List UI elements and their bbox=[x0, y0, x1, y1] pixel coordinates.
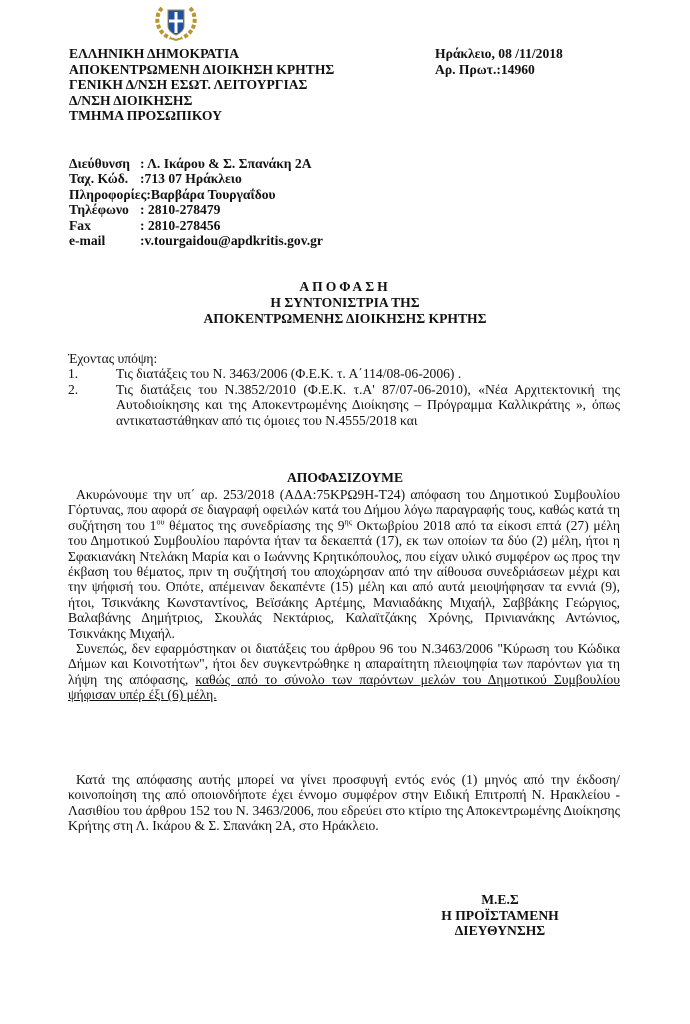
decide-heading: ΑΠΟΦΑΣΙΖΟΥΜΕ bbox=[286, 470, 404, 485]
contact-email: e-mail :v.tourgaidou@apdkritis.gov.gr bbox=[69, 233, 323, 249]
contact-address: Διεύθυνση : Λ. Ικάρου & Σ. Σπανάκη 2Α bbox=[69, 156, 312, 171]
protocol-number: Αρ. Πρωτ.:14960 bbox=[435, 61, 535, 77]
signature-line: Η ΠΡΟΪΣΤΑΜΕΝΗ bbox=[441, 907, 559, 923]
greek-coat-of-arms-icon bbox=[148, 2, 204, 42]
org-line: ΑΠΟΚΕΝΤΡΩΜΕΝΗ ΔΙΟΙΚΗΣΗ ΚΡΗΤΗΣ bbox=[69, 61, 335, 77]
decision-section bbox=[68, 487, 620, 703]
signature-block bbox=[400, 892, 600, 939]
decision-paragraph: Συνεπώς, δεν εφαρμόστηκαν οι διατάξεις του άρθρου 96 του Ν.3463/2006 "Κύρωση του Κώδικα Δήμων και Κοινοτήτων", ήτοι δεν συγκεντρώθηκε η απαραίτητη πλειοψηφία των παρόντων για τη λήψη της απόφασης, καθώς από το σύνολο των παρόντων μελών του Δημοτικού Συμβουλίου ψήφισαν υπέρ έξι (6) μέλη. bbox=[68, 641, 620, 703]
signature-line: ΔΙΕΥΘΥΝΣΗΣ bbox=[454, 923, 546, 939]
decision-title bbox=[0, 279, 690, 327]
considering-intro: Έχοντας υπόψη: bbox=[68, 351, 158, 366]
title-line: ΑΠΟΚΕΝΤΡΩΜΕΝΗΣ ΔΙΟΙΚΗΣΗΣ ΚΡΗΤΗΣ bbox=[203, 311, 487, 326]
org-line: ΓΕΝΙΚΗ Δ/ΝΣΗ ΕΣΩΤ. ΛΕΙΤΟΥΡΓΙΑΣ bbox=[69, 77, 308, 93]
contact-phone: Τηλέφωνο : 2810-278479 bbox=[69, 202, 221, 218]
contact-postcode: Ταχ. Κώδ. :713 07 Ηράκλειο bbox=[69, 171, 242, 187]
place-date: Ηράκλειο, 08 /11/2018 bbox=[435, 46, 563, 61]
considering-section bbox=[68, 351, 620, 428]
contact-fax: Fax : 2810-278456 bbox=[69, 217, 221, 233]
appeal-section bbox=[68, 772, 620, 834]
appeal-paragraph: Κατά της απόφασης αυτής μπορεί να γίνει προσφυγή εντός ενός (1) μηνός από την έκδοση/κοινοποίηση της από οποιονδήποτε έχει έννομο συμφέρον στην Ειδική Επιτροπή Ν. Ηρακλείου - Λασιθίου του άρθρου 152 του Ν. 3463/2006, που εδρεύει στο κτίριο της Αποκεντρωμένης Διοίκησης Κρήτης στη Λ. Ικάρου & Σ. Σπανάκη 2Α, στο Ηράκλειο. bbox=[68, 772, 620, 834]
issuing-authority bbox=[69, 46, 334, 124]
org-line: ΕΛΛΗΝΙΚΗ ΔΗΜΟΚΡΑΤΙΑ bbox=[69, 46, 240, 61]
contact-info-person: Πληροφορίες :Βαρβάρα Τουργαΐδου bbox=[69, 186, 276, 202]
title-line: Η ΣΥΝΤΟΝΙΣΤΡΙΑ ΤΗΣ bbox=[270, 295, 420, 310]
contact-details bbox=[69, 156, 323, 248]
document-reference bbox=[435, 46, 563, 77]
org-line: ΤΜΗΜΑ ΠΡΟΣΩΠΙΚΟΥ bbox=[69, 108, 222, 124]
considering-item: 2. Τις διατάξεις του Ν.3852/2010 (Φ.Ε.Κ. τ.Α' 87/07-06-2010), «Νέα Αρχιτεκτονική της Αυτοδιοίκησης και της Αποκεντρωμένης Διοίκησης – Πρόγραμμα Καλλικράτης », όπως αντικαταστάθηκαν από τις όμοιες του Ν.4555/2018 και bbox=[68, 381, 620, 428]
decision-paragraph: Ακυρώνουμε την υπ΄ αρ. 253/2018 (ΑΔΑ:75ΚΡΩ9Η-Τ24) απόφαση του Δημοτικού Συμβουλίου Γόρτυνας, που αφορά σε διαγραφή οφειλών κατά του Δήμου λόγω παραγραφής τους, καθώς κατά τη συζήτηση του $1^{o\upsilon}$ θέματος της συνεδρίασης της $9^{\eta\varsigma}$ Οκτωβρίου 2018 από τα είκοσι επτά (27) μέλη του Δημοτικού Συμβουλίου παρόντα ήταν τα δεκαεπτά (17), εκ των οποίων τα δύο (2) μέλη, ήτοι η Σφακιανάκη Ντελάκη Μαρία και ο Ιωάννης Κρητικόπουλος, που είχαν υλικό συμφέρον ως προς την έκβαση του θέματος, πριν τη συζήτησή του αποχώρησαν από την αίθουσα συνεδριάσεων μέχρι και την ψήφισή του. Οπότε, απέμειναν δεκαπέντε (15) μέλη και από αυτά μειοψήφησαν τα εννιά (9), ήτοι, Τσικνάκης Κωνσταντίνος, Βεϊσάκης Αρτέμης, Μανιαδάκης Μιχαήλ, Σαββάκης Γεώργιος, Βαλαβάνης Δημήτριος, Σκουλάς Νεκτάριος, Καλαϊτζάκης Χρόνης, Πρινιανάκης Αντώνιος, Τσικνάκης Μιχαήλ. bbox=[68, 487, 620, 641]
underlined-vote-result: καθώς από το σύνολο των παρόντων μελών του Δημοτικού Συμβουλίου ψήφισαν υπέρ έξι (6) μέλη. bbox=[68, 671, 620, 703]
signature-line: Μ.Ε.Σ bbox=[481, 892, 519, 907]
title-line: ΑΠΟΦΑΣΗ bbox=[299, 279, 391, 294]
org-line: Δ/ΝΣΗ ΔΙΟΙΚΗΣΗΣ bbox=[69, 92, 193, 108]
considering-item: 1. Τις διατάξεις του Ν. 3463/2006 (Φ.Ε.Κ. τ. Α΄114/08-06-2006) . bbox=[68, 366, 462, 382]
